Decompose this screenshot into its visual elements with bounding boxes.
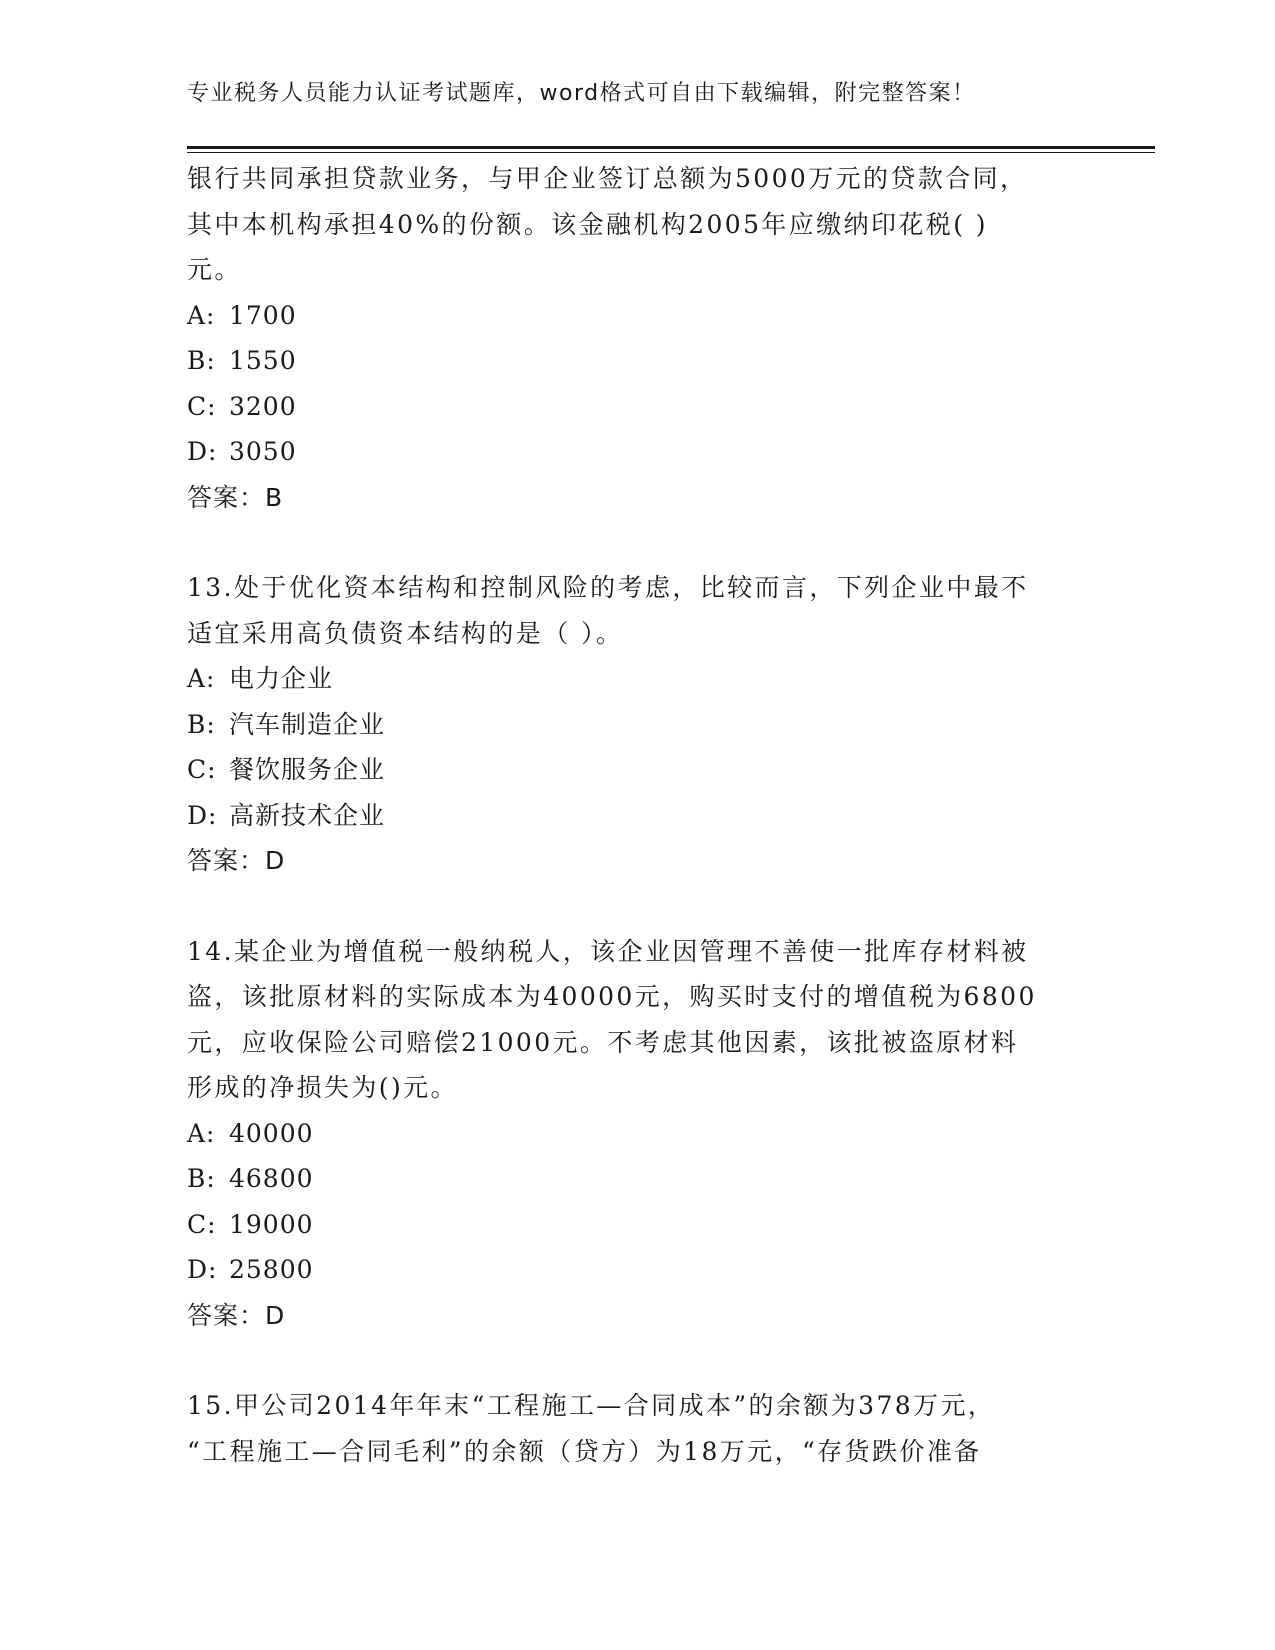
spacer [187, 520, 1087, 565]
spacer [187, 884, 1087, 929]
question-content [187, 156, 1087, 1474]
option-c [187, 747, 1087, 793]
option-key: D: [187, 800, 218, 830]
option-key: B: [187, 1164, 216, 1193]
question-14 [187, 929, 1087, 1339]
option-key: B: [187, 346, 216, 375]
question-text-line: 其中本机构承担40%的份额。该金融机构2005年应缴纳印花税( ) [187, 209, 988, 239]
option-a [187, 656, 1087, 702]
option-c [187, 384, 1087, 430]
question-12 [187, 156, 1087, 520]
question-text-line: 形成的净损失为()元。 [187, 1073, 458, 1102]
option-a [187, 293, 1087, 339]
option-d [187, 429, 1087, 475]
option-key: A: [187, 664, 216, 693]
option-key: D: [187, 437, 218, 466]
option-text: 高新技术企业 [229, 800, 386, 830]
option-b [187, 702, 1087, 748]
option-key: B: [187, 709, 216, 739]
page-header: 专业税务人员能力认证考试题库，word格式可自由下载编辑，附完整答案！ [187, 81, 976, 106]
header-rule-thick [187, 146, 1155, 149]
option-key: C: [187, 391, 217, 421]
option-key: C: [187, 755, 217, 784]
option-text: 19000 [229, 1209, 314, 1239]
option-b [187, 1156, 1087, 1202]
header-rule-thin [187, 152, 1155, 153]
question-text-line: 元。 [187, 255, 242, 284]
question-15 [187, 1383, 1087, 1474]
question-text-line: 13.处于优化资本结构和控制风险的考虑，比较而言，下列企业中最不 [187, 573, 1029, 602]
option-key: A: [187, 300, 216, 330]
answer-line: 答案：B [187, 482, 284, 512]
question-text-line: 14.某企业为增值税一般纳税人，该企业因管理不善使一批库存材料被 [187, 936, 1029, 966]
option-text: 1550 [229, 346, 297, 375]
spacer [187, 1338, 1087, 1383]
option-c [187, 1202, 1087, 1248]
option-text: 电力企业 [229, 664, 334, 693]
option-key: A: [187, 1118, 216, 1148]
question-text-line: “工程施工—合同毛利”的余额（贷方）为18万元，“存货跌价准备 [187, 1436, 982, 1466]
question-text-line: 适宜采用高负债资本结构的是（ ）。 [187, 618, 624, 648]
option-text: 3200 [229, 391, 297, 421]
option-text: 汽车制造企业 [229, 709, 386, 739]
question-text-line: 15.甲公司2014年年末“工程施工—合同成本”的余额为378万元， [187, 1391, 996, 1420]
option-b [187, 338, 1087, 384]
option-d [187, 1247, 1087, 1293]
option-text: 46800 [229, 1164, 314, 1193]
option-key: D: [187, 1255, 218, 1284]
question-text-line: 元，应收保险公司赔偿21000元。不考虑其他因素，该批被盗原材料 [187, 1027, 1019, 1057]
question-text-line: 盗，该批原材料的实际成本为40000元，购买时支付的增值税为6800 [187, 982, 1037, 1011]
question-13 [187, 565, 1087, 884]
option-text: 3050 [229, 437, 297, 466]
option-text: 25800 [229, 1255, 314, 1284]
answer-line: 答案：D [187, 846, 286, 875]
answer-line: 答案：D [187, 1300, 286, 1330]
option-a [187, 1111, 1087, 1157]
question-text-line: 银行共同承担贷款业务，与甲企业签订总额为5000万元的贷款合同， [187, 164, 1028, 193]
option-d [187, 793, 1087, 839]
option-text: 餐饮服务企业 [229, 755, 386, 784]
option-text: 1700 [229, 300, 297, 330]
option-key: C: [187, 1209, 217, 1239]
option-text: 40000 [229, 1118, 314, 1148]
